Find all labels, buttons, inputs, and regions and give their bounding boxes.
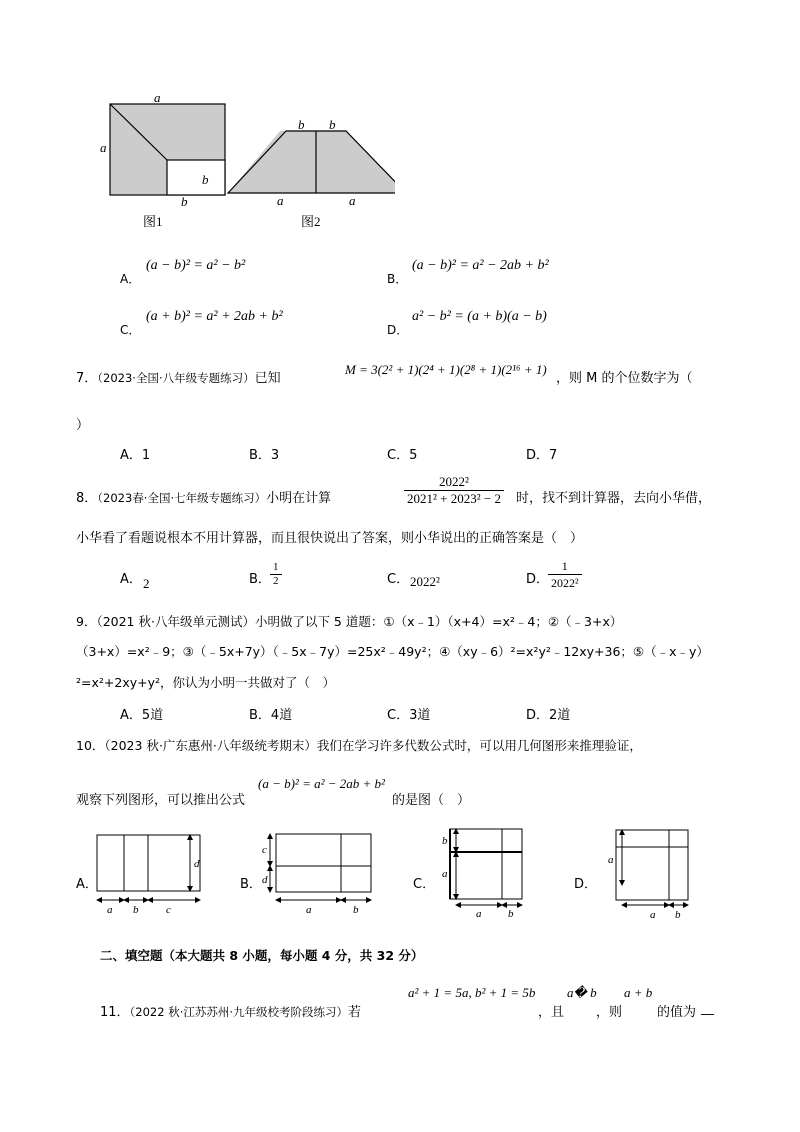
q8-option-d-letter: D． — [526, 572, 550, 587]
q9-line-3: ²=x²+2xy+y²，你认为小明一共做对了（ ） — [76, 675, 335, 690]
figd-label-a-left: a — [608, 854, 614, 866]
figure-1 — [100, 90, 225, 229]
q7-text-post: ，则 M 的个位数字为（ — [556, 371, 693, 386]
figc-label-b-left: b — [442, 835, 448, 847]
q11-number: 11． — [100, 1005, 130, 1020]
q7-option-c: C．5 — [387, 448, 418, 463]
fig2-label-b2: b — [329, 117, 336, 132]
section-2-title: 二、填空题（本大题共 8 小题，每小题 4 分，共 32 分） — [100, 948, 424, 963]
q6-option-b-letter: B． — [387, 272, 408, 286]
q8-frac-denominator: 2021² + 2023² − 2 — [407, 491, 501, 506]
figb-rect — [276, 834, 371, 892]
figc-label-b-bottom: b — [508, 908, 514, 920]
fig2-trapezoid — [228, 131, 395, 193]
q10-formula: (a − b)² = a² − 2ab + b² — [258, 776, 385, 791]
figc-label-a-left: a — [442, 868, 448, 880]
figb-label-b: b — [353, 904, 359, 916]
q9-option-d: D．2道 — [526, 708, 571, 723]
q9-option-a: A．5道 — [120, 708, 164, 723]
q10-figure-c — [450, 829, 522, 905]
figb-label-a: a — [306, 904, 312, 916]
q8-option-a-letter: A． — [120, 572, 142, 587]
q6-option-b-formula: (a − b)² = a² − 2ab + b² — [412, 258, 549, 273]
q11-formula: a² + 1 = 5a, b² + 1 = 5b — [408, 985, 536, 1000]
q11-expr: a + b — [624, 985, 653, 1000]
fig2-caption: 图2 — [301, 214, 321, 229]
q6-option-c-letter: C． — [120, 323, 141, 337]
q7-close-paren: ） — [76, 418, 90, 433]
q8-text-pre: 小明在计算 — [266, 491, 332, 506]
fig1-label-b-bottom: b — [181, 194, 188, 209]
q7-option-d: D．7 — [526, 448, 558, 463]
figa-label-c: c — [166, 904, 171, 916]
q10-fig-c-letter: C． — [413, 877, 436, 892]
q8-frac-numerator: 2022² — [404, 474, 504, 491]
q8-option-b-num: 1 — [270, 561, 282, 575]
figure-2 — [228, 117, 395, 229]
q8-option-b-fraction — [270, 561, 282, 588]
q10-fig-a-letter: A． — [76, 877, 98, 892]
q8-option-d-den: 2022² — [551, 576, 579, 590]
fig1-label-a-top: a — [154, 90, 161, 105]
q11-text-post: 的值为 — [657, 1005, 697, 1020]
q10-line-1: 10．（2023 秋·广东惠州·八年级统考期末）我们在学习许多代数公式时，可以用几何图形来推理验证， — [76, 738, 642, 753]
q8-number: 8． — [76, 491, 98, 506]
q11-cond: a� b — [567, 985, 597, 1000]
q10-figures — [90, 825, 770, 925]
q6-option-d-formula: a² − b² = (a + b)(a − b) — [412, 309, 547, 324]
q7-source: （2023·全国·八年级专题练习） — [97, 371, 255, 385]
q7-option-a: A．1 — [120, 448, 151, 463]
q8-source: （2023春·全国·七年级专题练习） — [97, 491, 267, 505]
q10-fig-d-letter: D． — [574, 877, 598, 892]
question-11 — [100, 1001, 361, 1020]
q7-option-b: B．3 — [249, 448, 280, 463]
q9-line-1: 9．（2021 秋·八年级单元测试）小明做了以下 5 道题：①（x﹣1）（x+4）=x²﹣4；②（﹣3+x） — [76, 614, 623, 629]
figb-label-c: c — [262, 844, 267, 856]
q11-text-mid: ，且 — [538, 1005, 565, 1020]
q10-fig-b-letter: B． — [240, 877, 262, 892]
question-8-line-1 — [76, 487, 331, 506]
fig1-label-a-left: a — [100, 140, 107, 155]
q8-option-d-fraction — [548, 558, 582, 591]
q9-option-b: B．4道 — [249, 708, 293, 723]
q6-option-a-letter: A． — [120, 272, 141, 286]
q10-line-2-pre: 观察下列图形，可以推出公式 — [76, 793, 246, 808]
fig1-caption: 图1 — [143, 214, 163, 229]
figc-rect — [450, 829, 522, 899]
q11-answer-blank[interactable]: __ — [701, 1001, 714, 1016]
q8-text-post: 时，找不到计算器，去向小华借， — [516, 491, 712, 506]
figd-label-a-bottom: a — [650, 909, 656, 921]
figc-label-a-bottom: a — [476, 908, 482, 920]
q8-option-d-num: 1 — [548, 558, 582, 575]
q8-option-c-letter: C． — [387, 572, 410, 587]
q10-line-2-post: 的是图（ ） — [392, 793, 471, 808]
fig1-label-b-right: b — [202, 172, 209, 187]
q8-option-b-den: 2 — [273, 575, 279, 587]
q7-number: 7． — [76, 371, 98, 386]
q11-text-pre: 若 — [348, 1005, 362, 1020]
q9-line-2: （3+x）=x²﹣9；③（﹣5x+7y）（﹣5x﹣7y）=25x²﹣49y²；④（xy﹣6）²=x²y²﹣12xy+36；⑤（﹣x﹣y） — [76, 644, 709, 659]
q10-figure-d — [616, 830, 688, 905]
fig2-label-a1: a — [277, 193, 284, 208]
figd-label-b-bottom: b — [675, 909, 681, 921]
figa-label-d: d — [194, 858, 200, 870]
q7-formula: M = 3(2² + 1)(2⁴ + 1)(2⁸ + 1)(2¹⁶ + 1) — [345, 362, 547, 377]
q7-text-pre: 已知 — [254, 371, 281, 386]
fig2-label-a2: a — [349, 193, 356, 208]
q11-text-mid2: ，则 — [596, 1005, 623, 1020]
q8-fraction — [404, 474, 504, 507]
top-figures — [95, 88, 395, 238]
q6-option-d-letter: D． — [387, 323, 409, 337]
figd-rect — [616, 830, 688, 900]
figa-label-b: b — [133, 904, 139, 916]
q10-figure-a — [97, 835, 200, 900]
q8-option-c-value: 2022² — [410, 574, 440, 589]
q9-option-c: C．3道 — [387, 708, 431, 723]
fig1-small-square — [167, 160, 225, 195]
figa-label-a: a — [107, 904, 113, 916]
q6-option-a-formula: (a − b)² = a² − b² — [146, 258, 246, 273]
fig2-label-b1: b — [298, 117, 305, 132]
question-7 — [76, 367, 281, 386]
q6-option-c-formula: (a + b)² = a² + 2ab + b² — [146, 309, 283, 324]
q11-source: （2022 秋·江苏苏州·九年级校考阶段练习） — [129, 1005, 349, 1019]
q8-line-2: 小华看了看题说根本不用计算器，而且很快说出了答案，则小华说出的正确答案是（ ） — [76, 531, 584, 546]
q8-option-a-value: 2 — [143, 576, 150, 591]
figb-label-d: d — [262, 874, 268, 886]
q8-option-b-letter: B． — [249, 572, 271, 587]
q10-figure-b — [270, 834, 371, 900]
